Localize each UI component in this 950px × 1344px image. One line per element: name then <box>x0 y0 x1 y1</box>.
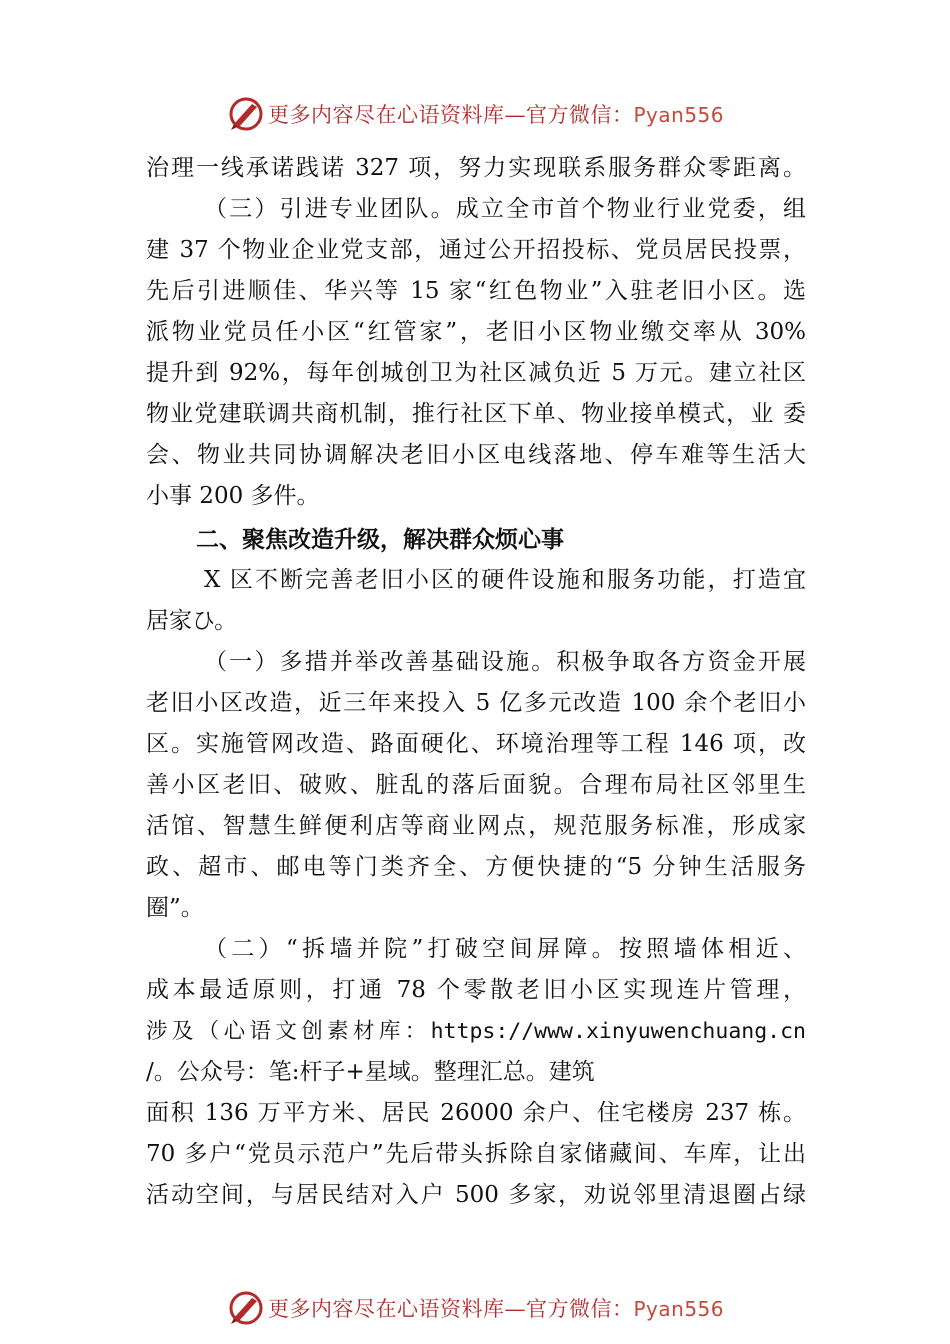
body-line: 活馆、智慧生鲜便利店等商业网点，规范服务标准，形成家 <box>146 813 806 839</box>
footer-separator: — <box>504 1297 526 1321</box>
body-line: 政、超市、邮电等门类齐全、方便快捷的“5 分钟生活服务 <box>146 854 806 880</box>
body-line: 70 多户“党员示范户”先后带头拆除自家储藏间、车库，让出 <box>146 1141 806 1167</box>
body-line: 派物业党员任小区“红管家”，老旧小区物业缴交率从 30% <box>146 319 806 345</box>
body-line: 成本最适原则，打通 78 个零散老旧小区实现连片管理， <box>146 977 806 1003</box>
body-line: 圈”。 <box>146 895 204 921</box>
body-line: 小事 200 多件。 <box>146 483 320 509</box>
header-official-label: 官方微信： <box>525 103 634 127</box>
footer-banner-text <box>268 1293 724 1323</box>
footer-official-label: 官方微信： <box>525 1297 634 1321</box>
footer-banner <box>0 1288 950 1328</box>
body-line: 提升到 92%，每年创城创卫为社区减负近 5 万元。建立社区 <box>146 360 806 386</box>
body-line: 老旧小区改造，近三年来投入 5 亿多元改造 100 余个老旧小 <box>146 690 806 716</box>
body-line: （三）引进专业团队。成立全市首个物业行业党委，组 <box>204 196 806 222</box>
body-line: 涉及（心语文创素材库：https://www.xinyuwenchuang.cn <box>146 1019 806 1044</box>
body-line: 善小区老旧、破败、脏乱的落后面貌。合理布局社区邻里生 <box>146 772 806 798</box>
body-line: /。公众号：笔:杆子+星域。整理汇总。建筑 <box>146 1059 595 1085</box>
body-line: 会、物业共同协调解决老旧小区电线落地、停车难等生活大 <box>146 442 806 468</box>
body-line: 治理一线承诺践诺 327 项，努力实现联系服务群众零距离。 <box>146 155 806 181</box>
header-separator: — <box>504 103 526 127</box>
body-line: （二）“拆墙并院”打破空间屏障。按照墙体相近、 <box>204 936 806 962</box>
body-line: 物业党建联调共商机制，推行社区下单、物业接单模式，业 委 <box>146 401 806 427</box>
footer-library-name: 更多内容尽在心语资料库 <box>267 1297 505 1321</box>
body-line: 建 37 个物业企业党支部，通过公开招投标、党员居民投票， <box>146 237 806 263</box>
pen-circle-logo-icon <box>226 94 266 134</box>
footer-wechat-id: Pyan556 <box>633 1297 724 1321</box>
header-banner-text <box>268 99 724 129</box>
document-body <box>146 148 806 1216</box>
section-heading: 二、聚焦改造升级，解决群众烦心事 <box>196 526 564 553</box>
header-wechat-id: Pyan556 <box>633 103 724 127</box>
body-line: 区。实施管网改造、路面硬化、环境治理等工程 146 项，改 <box>146 731 806 757</box>
header-banner <box>0 94 950 134</box>
body-line: （一）多措并举改善基础设施。积极争取各方资金开展 <box>204 649 806 675</box>
body-line: 先后引进顺佳、华兴等 15 家“红色物业”入驻老旧小区。选 <box>146 278 806 304</box>
body-line: 活动空间，与居民结对入户 500 多家，劝说邻里清退圈占绿 <box>146 1182 806 1208</box>
header-library-name: 更多内容尽在心语资料库 <box>267 103 505 127</box>
body-line: 居家ひ。 <box>146 608 238 634</box>
body-line: 面积 136 万平方米、居民 26000 余户、住宅楼房 237 栋。 <box>146 1100 806 1126</box>
body-line: X 区不断完善老旧小区的硬件设施和服务功能，打造宜 <box>204 567 806 593</box>
pen-circle-logo-icon <box>226 1288 266 1328</box>
